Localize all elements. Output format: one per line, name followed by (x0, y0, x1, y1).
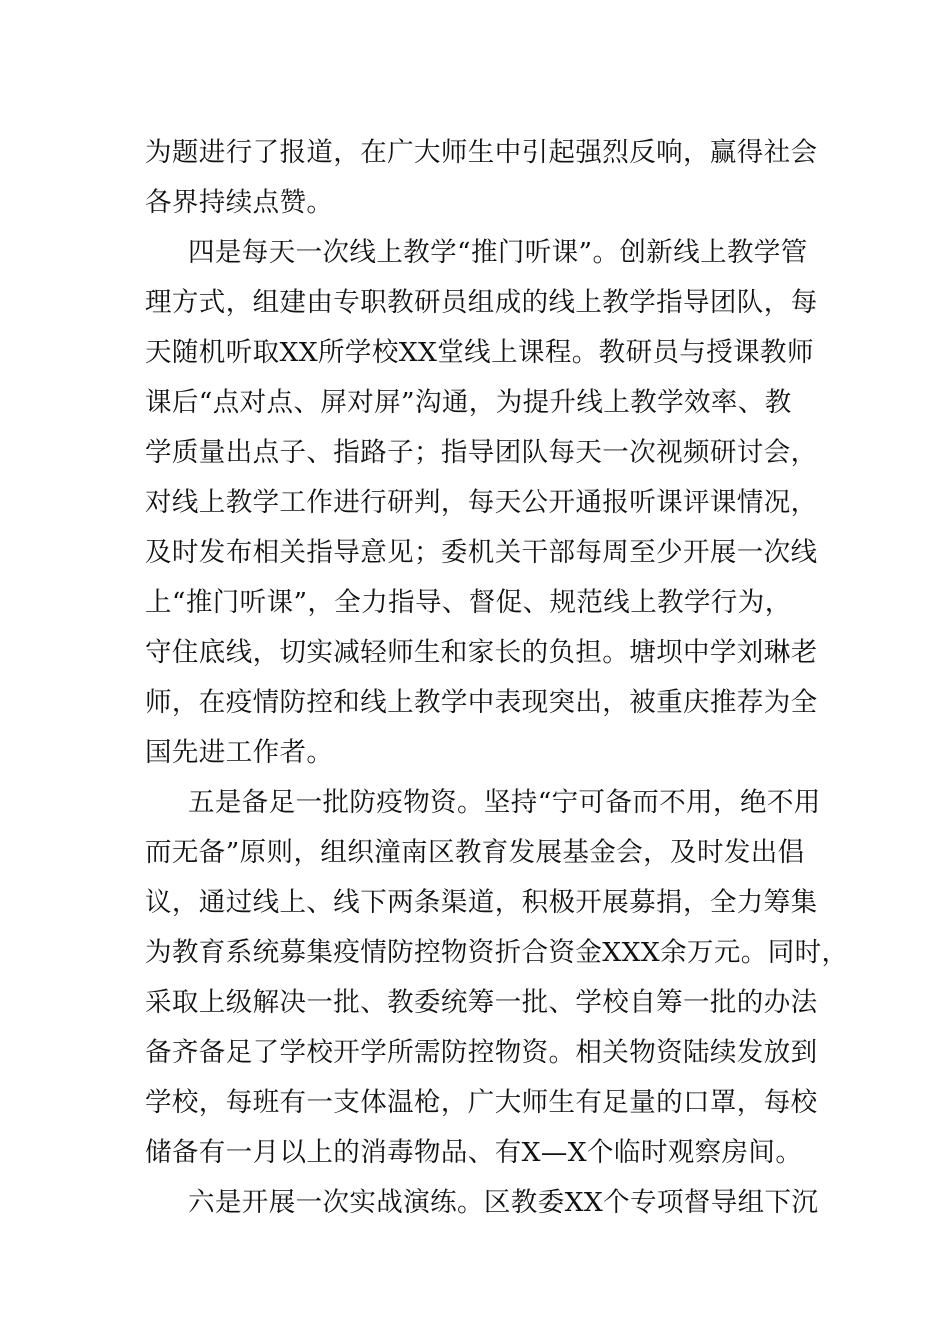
text-line: 而无备”原则，组织潼南区教育发展基金会，及时发出倡 (145, 837, 805, 868)
text-line: 国先进工作者。 (145, 737, 334, 768)
paragraph-start-line: 四是每天一次线上教学“推门听课”。创新线上教学管 (188, 237, 808, 268)
text-line: 师，在疫情防控和线上教学中表现突出，被重庆推荐为全 (145, 687, 818, 718)
text-line: 为教育系统募集疫情防控物资折合资金XXX余万元。同时， (145, 937, 849, 968)
text-line: 理方式，组建由专职教研员组成的线上教学指导团队，每 (145, 287, 818, 318)
text-line: 储备有一月以上的消毒物品、有X—X个临时观察房间。 (145, 1137, 803, 1168)
text-line: 学质量出点子、指路子；指导团队每天一次视频研讨会， (145, 437, 818, 468)
text-line: 天随机听取XX所学校XX堂线上课程。教研员与授课教师 (145, 337, 814, 368)
text-line: 课后“点对点、屏对屏”沟通，为提升线上教学效率、教 (145, 387, 792, 418)
paragraph-start-line: 六是开展一次实战演练。区教委XX个专项督导组下沉 (188, 1187, 819, 1218)
text-line: 守住底线，切实减轻师生和家长的负担。塘坝中学刘琳老 (145, 637, 818, 668)
text-line: 上“推门听课”，全力指导、督促、规范线上教学行为， (145, 587, 792, 618)
text-line: 及时发布相关指导意见；委机关干部每周至少开展一次线 (145, 537, 818, 568)
text-line: 备齐备足了学校开学所需防控物资。相关物资陆续发放到 (145, 1037, 818, 1068)
text-line: 议，通过线上、线下两条渠道，积极开展募捐，全力筹集 (145, 887, 818, 918)
text-line: 采取上级解决一批、教委统筹一批、学校自筹一批的办法 (145, 987, 818, 1018)
paragraph-start-line: 五是备足一批防疫物资。坚持“宁可备而不用，绝不用 (188, 787, 821, 818)
text-line: 为题进行了报道，在广大师生中引起强烈反响，赢得社会 (145, 137, 818, 168)
text-line: 学校，每班有一支体温枪，广大师生有足量的口罩，每校 (145, 1087, 818, 1118)
text-line: 各界持续点赞。 (145, 187, 334, 218)
text-line: 对线上教学工作进行研判，每天公开通报听课评课情况， (145, 487, 818, 518)
